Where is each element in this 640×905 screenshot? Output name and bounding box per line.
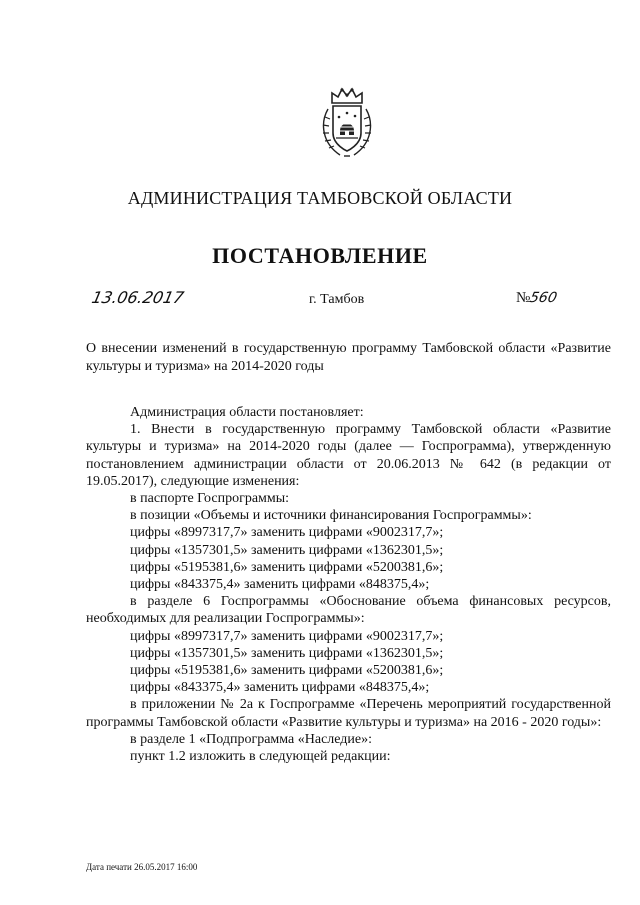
body-paragraph: в разделе 1 «Подпрограмма «Наследие»:	[130, 731, 373, 747]
document-subject: О внесении изменений в государственную программу Тамбовской области «Развитие культуры и туризма» на 2014-2020 годы	[86, 341, 611, 374]
coat-of-arms-icon	[318, 87, 376, 161]
body-paragraph: цифры «8997317,7» заменить цифрами «9002317,7»;	[130, 628, 444, 644]
print-date: Дата печати 26.05.2017 16:00	[86, 862, 198, 872]
body-paragraph: цифры «843375,4» заменить цифрами «848375,4»;	[130, 577, 430, 593]
body-paragraph: цифры «1357301,5» заменить цифрами «1362301,5»;	[130, 542, 444, 558]
document-type-title: ПОСТАНОВЛЕНИЕ	[212, 243, 428, 268]
document-body	[86, 404, 611, 765]
body-paragraph: цифры «1357301,5» заменить цифрами «1362301,5»;	[130, 645, 444, 661]
number-value: 560	[528, 290, 559, 306]
body-paragraph: в приложении № 2а к Госпрограмме «Перечень мероприятий государственной программы Тамбовской области «Развитие культуры и туризма» на 2016 - 2020 годы»:	[86, 697, 611, 730]
number-prefix: №	[516, 290, 531, 306]
document-date: 13.06.2017	[89, 288, 186, 307]
body-paragraph: в разделе 6 Госпрограммы «Обоснование объема финансовых ресурсов, необходимых для реализации Госпрограммы»:	[86, 594, 611, 627]
body-paragraph: в паспорте Госпрограммы:	[130, 491, 290, 507]
body-paragraph: 1. Внести в государственную программу Тамбовской области «Развитие культуры и туризма» на 2014-2020 годы (далее — Госпрограмма), утвержденную постановлением администрации области от 20.06.2013 № 642 (в редакции от 19.05.2017), следующие изменения:	[86, 422, 611, 489]
body-paragraph: в позиции «Объемы и источники финансирования Госпрограммы»:	[130, 508, 532, 524]
body-paragraph: цифры «8997317,7» заменить цифрами «9002317,7»;	[130, 525, 444, 541]
organization-title: АДМИНИСТРАЦИЯ ТАМБОВСКОЙ ОБЛАСТИ	[127, 188, 513, 208]
body-paragraph: пункт 1.2 изложить в следующей редакции:	[130, 749, 391, 765]
document-number	[516, 290, 557, 307]
body-paragraph: цифры «843375,4» заменить цифрами «848375,4»;	[130, 680, 430, 696]
body-paragraph: цифры «5195381,6» заменить цифрами «5200381,6»;	[130, 663, 444, 679]
body-paragraph: цифры «5195381,6» заменить цифрами «5200381,6»;	[130, 559, 444, 575]
document-city: г. Тамбов	[309, 292, 365, 307]
body-paragraph: Администрация области постановляет:	[130, 405, 364, 420]
